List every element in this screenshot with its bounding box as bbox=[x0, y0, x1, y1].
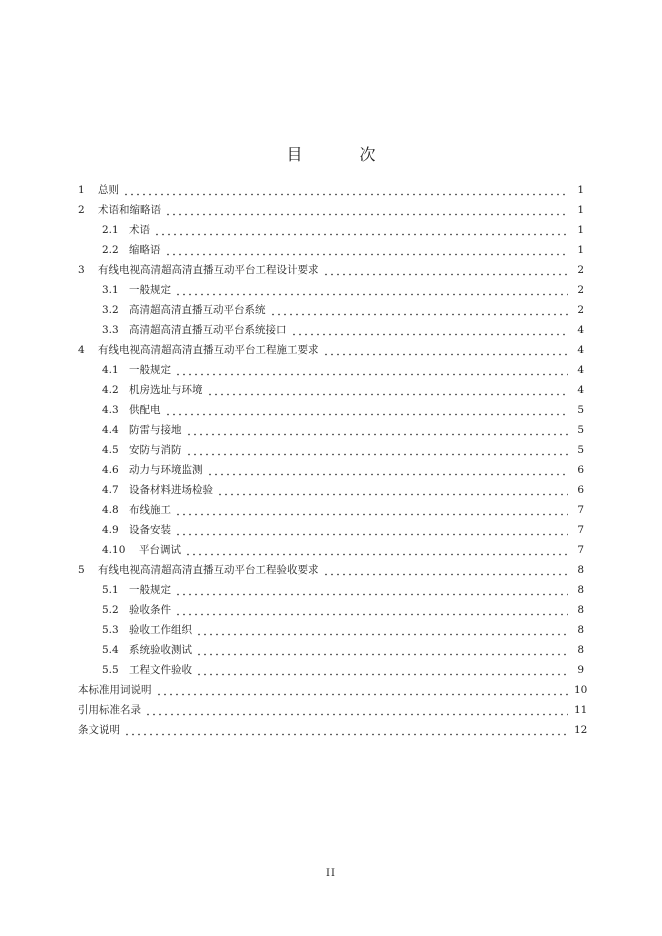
toc-entry-title: 有线电视高清超高清直播互动平台工程验收要求 bbox=[98, 564, 319, 576]
toc-entry[interactable] bbox=[78, 520, 584, 540]
toc-entry-title: 动力与环境监测 bbox=[129, 464, 203, 476]
toc-entry-title: 防雷与接地 bbox=[129, 424, 182, 436]
toc-entry[interactable] bbox=[78, 480, 584, 500]
toc-entry[interactable] bbox=[78, 540, 584, 560]
toc-entry[interactable] bbox=[78, 280, 584, 300]
dot-leader bbox=[175, 600, 568, 620]
toc-entry-number: 2 bbox=[78, 204, 85, 216]
page-number-footer: II bbox=[326, 868, 336, 879]
dot-leader bbox=[185, 540, 568, 560]
toc-entry-title: 一般规定 bbox=[129, 284, 171, 296]
toc-entry[interactable] bbox=[78, 500, 584, 520]
toc-entry-page: 4 bbox=[577, 324, 584, 336]
dot-leader bbox=[196, 620, 568, 640]
toc-entry-number: 4.1 bbox=[102, 364, 119, 376]
dot-leader bbox=[123, 180, 568, 200]
toc-entry-title: 系统验收测试 bbox=[129, 644, 192, 656]
dot-leader bbox=[196, 640, 568, 660]
toc-entry-number: 4.2 bbox=[102, 384, 119, 396]
toc-entry-page: 2 bbox=[577, 284, 584, 296]
toc-entry[interactable] bbox=[78, 560, 584, 580]
toc-entry[interactable] bbox=[78, 400, 584, 420]
toc-entry-number: 4.4 bbox=[102, 424, 119, 436]
toc-entry-title: 总则 bbox=[98, 184, 119, 196]
toc-entry-title: 高清超高清直播互动平台系统 bbox=[129, 304, 266, 316]
toc-entry-title: 验收条件 bbox=[129, 604, 171, 616]
toc-entry-title: 术语和缩略语 bbox=[98, 204, 161, 216]
toc-entry-number: 5.3 bbox=[102, 624, 119, 636]
dot-leader bbox=[124, 720, 568, 740]
toc-entry-page: 6 bbox=[577, 484, 584, 496]
toc-entry[interactable] bbox=[78, 380, 584, 400]
toc-entry-page: 1 bbox=[577, 224, 584, 236]
toc-entry-number: 5.1 bbox=[102, 584, 119, 596]
toc-entry-title: 设备安装 bbox=[129, 524, 171, 536]
toc-entry-title: 设备材料进场检验 bbox=[129, 484, 213, 496]
toc-entry-title: 安防与消防 bbox=[129, 444, 182, 456]
toc-entry-number: 4.8 bbox=[102, 504, 119, 516]
page-title: 目 次 bbox=[286, 145, 402, 164]
toc-entry[interactable] bbox=[78, 440, 584, 460]
dot-leader bbox=[145, 700, 568, 720]
toc-entry-page: 8 bbox=[577, 644, 584, 656]
toc-entry-page: 1 bbox=[577, 204, 584, 216]
toc-entry-title: 缩略语 bbox=[129, 244, 161, 256]
toc-entry-title: 术语 bbox=[129, 224, 150, 236]
toc-entry-page: 8 bbox=[577, 564, 584, 576]
dot-leader bbox=[175, 280, 568, 300]
toc-entry[interactable] bbox=[78, 700, 588, 720]
toc-entry-number: 3.1 bbox=[102, 284, 119, 296]
toc-entry-page: 7 bbox=[577, 504, 584, 516]
toc-entry[interactable] bbox=[78, 640, 584, 660]
toc-entry-number: 4.3 bbox=[102, 404, 119, 416]
toc-entry-number: 1 bbox=[78, 184, 85, 196]
toc-entry-page: 5 bbox=[577, 404, 584, 416]
dot-leader bbox=[207, 380, 569, 400]
toc-entry[interactable] bbox=[78, 320, 584, 340]
toc-entry-title: 一般规定 bbox=[129, 364, 171, 376]
toc-entry-number: 2.2 bbox=[102, 244, 119, 256]
dot-leader bbox=[323, 340, 569, 360]
dot-leader bbox=[186, 420, 569, 440]
toc-entry-page: 12 bbox=[574, 724, 588, 736]
toc-entry[interactable] bbox=[78, 720, 588, 740]
dot-leader bbox=[175, 520, 568, 540]
toc-entry[interactable] bbox=[78, 240, 584, 260]
toc-entry[interactable] bbox=[78, 180, 584, 200]
toc-entry-title: 一般规定 bbox=[129, 584, 171, 596]
toc-entry-number: 4.5 bbox=[102, 444, 119, 456]
toc-entry-title: 有线电视高清超高清直播互动平台工程施工要求 bbox=[98, 344, 319, 356]
toc-entry-page: 6 bbox=[577, 464, 584, 476]
toc-entry-title: 验收工作组织 bbox=[129, 624, 192, 636]
toc-entry-number: 4.10 bbox=[102, 544, 126, 556]
toc-entry-title: 有线电视高清超高清直播互动平台工程设计要求 bbox=[98, 264, 319, 276]
toc-entry-page: 2 bbox=[577, 304, 584, 316]
toc-entry-title: 供配电 bbox=[129, 404, 161, 416]
toc-entry[interactable] bbox=[78, 340, 584, 360]
toc-entry-number: 4.6 bbox=[102, 464, 119, 476]
toc-entry-page: 8 bbox=[577, 624, 584, 636]
toc-entry-page: 8 bbox=[577, 604, 584, 616]
toc-entry-page: 1 bbox=[577, 184, 584, 196]
toc-entry-page: 7 bbox=[577, 524, 584, 536]
toc-entry-page: 4 bbox=[577, 364, 584, 376]
toc-entry-number: 3.3 bbox=[102, 324, 119, 336]
toc-entry[interactable] bbox=[78, 580, 584, 600]
toc-entry[interactable] bbox=[78, 600, 584, 620]
dot-leader bbox=[154, 220, 568, 240]
toc-entry-title: 平台调试 bbox=[139, 544, 181, 556]
toc-entry-title: 本标准用词说明 bbox=[78, 684, 152, 696]
toc-entry-title: 机房选址与环境 bbox=[129, 384, 203, 396]
dot-leader bbox=[323, 260, 569, 280]
dot-leader bbox=[156, 680, 569, 700]
toc-entry[interactable] bbox=[78, 460, 584, 480]
toc-entry-title: 布线施工 bbox=[129, 504, 171, 516]
dot-leader bbox=[175, 580, 568, 600]
table-of-contents bbox=[78, 180, 588, 740]
toc-entry-page: 2 bbox=[577, 264, 584, 276]
toc-entry-title: 引用标准名录 bbox=[78, 704, 141, 716]
dot-leader bbox=[175, 500, 568, 520]
dot-leader bbox=[270, 300, 569, 320]
toc-entry-page: 4 bbox=[577, 384, 584, 396]
toc-entry-number: 5.4 bbox=[102, 644, 119, 656]
toc-entry-page: 1 bbox=[577, 244, 584, 256]
toc-entry-page: 5 bbox=[577, 444, 584, 456]
dot-leader bbox=[186, 440, 569, 460]
toc-entry[interactable] bbox=[78, 300, 584, 320]
dot-leader bbox=[175, 360, 568, 380]
dot-leader bbox=[291, 320, 569, 340]
toc-entry-title: 条文说明 bbox=[78, 724, 120, 736]
toc-entry-number: 4 bbox=[78, 344, 85, 356]
toc-entry[interactable] bbox=[78, 200, 584, 220]
toc-entry-number: 3 bbox=[78, 264, 85, 276]
toc-entry[interactable] bbox=[78, 260, 584, 280]
dot-leader bbox=[165, 200, 568, 220]
toc-entry-number: 2.1 bbox=[102, 224, 119, 236]
toc-entry-title: 工程文件验收 bbox=[129, 664, 192, 676]
toc-entry-page: 7 bbox=[577, 544, 584, 556]
toc-entry-page: 10 bbox=[574, 684, 588, 696]
toc-entry-page: 9 bbox=[577, 664, 584, 676]
toc-entry[interactable] bbox=[78, 620, 584, 640]
toc-entry-page: 11 bbox=[574, 704, 588, 716]
toc-entry-title: 高清超高清直播互动平台系统接口 bbox=[129, 324, 287, 336]
toc-entry-page: 8 bbox=[577, 584, 584, 596]
toc-entry-page: 4 bbox=[577, 344, 584, 356]
toc-entry[interactable] bbox=[78, 680, 588, 700]
dot-leader bbox=[196, 660, 568, 680]
toc-entry[interactable] bbox=[78, 220, 584, 240]
dot-leader bbox=[217, 480, 568, 500]
dot-leader bbox=[323, 560, 569, 580]
toc-entry-number: 4.9 bbox=[102, 524, 119, 536]
toc-entry[interactable] bbox=[78, 360, 584, 380]
toc-entry-page: 5 bbox=[577, 424, 584, 436]
dot-leader bbox=[207, 460, 569, 480]
toc-entry[interactable] bbox=[78, 660, 584, 680]
toc-entry-number: 5.5 bbox=[102, 664, 119, 676]
toc-entry-number: 5 bbox=[78, 564, 85, 576]
toc-entry-number: 5.2 bbox=[102, 604, 119, 616]
toc-entry-number: 3.2 bbox=[102, 304, 119, 316]
toc-entry-number: 4.7 bbox=[102, 484, 119, 496]
dot-leader bbox=[165, 240, 569, 260]
dot-leader bbox=[165, 400, 569, 420]
toc-entry[interactable] bbox=[78, 420, 584, 440]
